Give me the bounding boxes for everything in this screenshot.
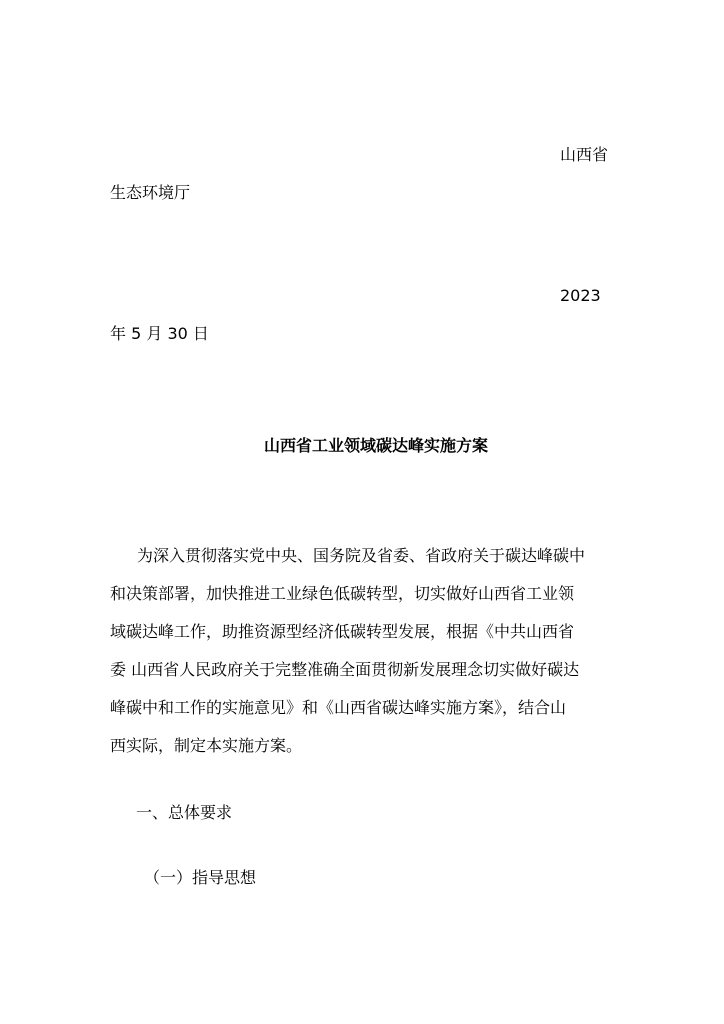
issuer-line-2: 生态环境厅: [110, 183, 191, 202]
paragraph-line: 委 山西省人民政府关于完整准确全面贯彻新发展理念切实做好碳达: [110, 660, 580, 679]
date-line-1: 2023: [560, 286, 601, 305]
date-line-2: 年 5 月 30 日: [110, 324, 209, 343]
subsection-heading: （一）指导思想: [144, 868, 257, 887]
intro-paragraph: [110, 546, 618, 774]
issuer-line-1: 山西省: [560, 145, 609, 164]
paragraph-line: 峰碳中和工作的实施意见》和《山西省碳达峰实施方案》，结合山: [110, 698, 567, 717]
document-title: 山西省工业领域碳达峰实施方案: [263, 436, 488, 455]
paragraph-line: 为深入贯彻落实党中央、国务院及省委、省政府关于碳达峰碳中: [137, 546, 586, 565]
section-heading: 一、总体要求: [136, 803, 233, 822]
paragraph-line: 和决策部署，加快推进工业绿色低碳转型，切实做好山西省工业领: [110, 584, 575, 603]
paragraph-line: 西实际，制定本实施方案。: [110, 736, 303, 755]
paragraph-line: 域碳达峰工作，助推资源型经济低碳转型发展，根据《中共山西省: [110, 622, 575, 641]
